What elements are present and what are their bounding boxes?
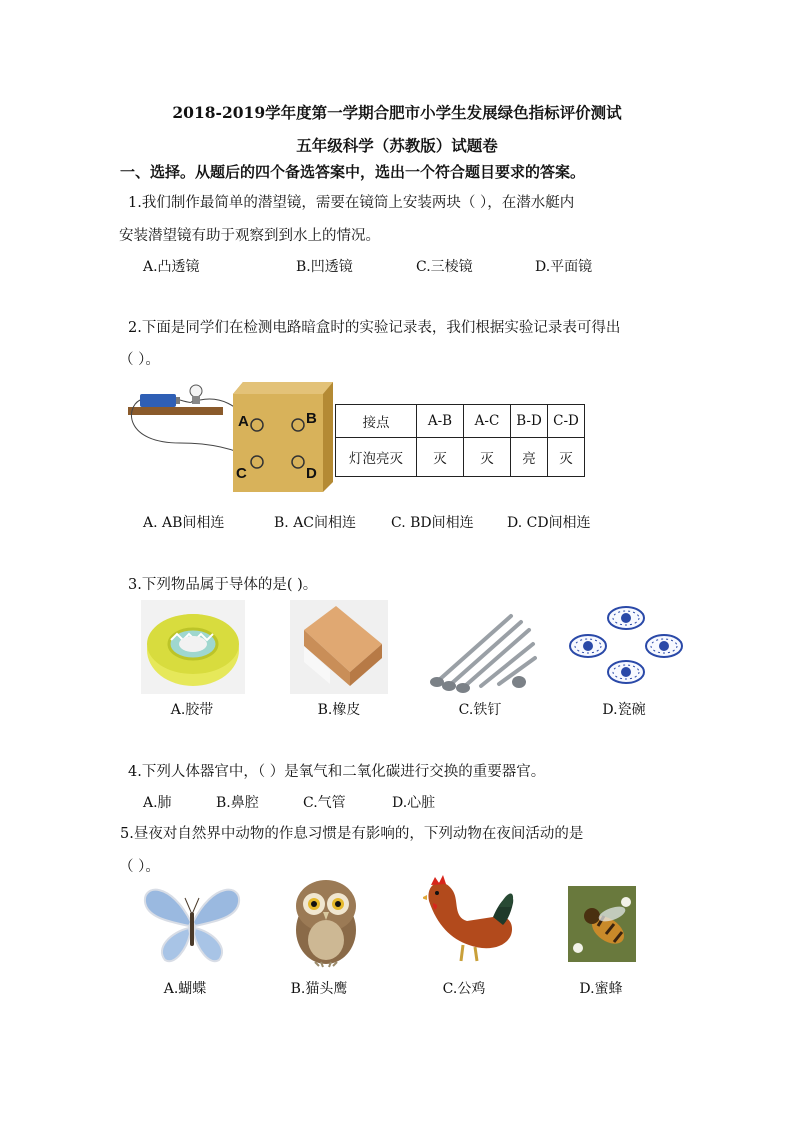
q3-caption-a[interactable]: A.胶带	[170, 702, 214, 718]
q1-text-line1: 1.我们制作最简单的潜望镜，需要在镜筒上安装两块（ ），在潜水艇内	[128, 195, 575, 211]
q5-caption-c[interactable]: C.公鸡	[442, 981, 486, 997]
q4-option-b[interactable]: B.鼻腔	[216, 795, 259, 811]
q5-caption-d[interactable]: D.蜜蜂	[579, 981, 623, 997]
q5-text-line1: 5.昼夜对自然界中动物的作息习惯是有影响的，下列动物在夜间活动的是	[120, 826, 584, 842]
circuit-box-diagram	[120, 378, 335, 496]
q3-caption-c[interactable]: C.铁钉	[458, 702, 502, 718]
box-label-c: C	[236, 465, 247, 482]
q2-option-c[interactable]: C. BD间相连	[391, 515, 474, 531]
q4-option-d[interactable]: D.心脏	[392, 795, 436, 811]
q2-text-line2: （ ）。	[119, 352, 160, 368]
tape-icon[interactable]	[141, 600, 245, 694]
table-header-cell: C-D	[548, 405, 585, 438]
q3-text-line1: 3.下列物品属于导体的是( )。	[128, 577, 318, 593]
q5-text-line2: （ ）。	[119, 859, 160, 875]
exam-title: 2018-2019学年度第一学期合肥市小学生发展绿色指标评价测试	[172, 103, 622, 122]
q4-option-a[interactable]: A.肺	[143, 795, 172, 811]
box-label-b: B	[306, 410, 317, 427]
experiment-record-table	[335, 404, 585, 477]
table-cell: 亮	[511, 438, 548, 477]
q3-caption-d[interactable]: D.瓷碗	[602, 702, 646, 718]
q1-option-c[interactable]: C.三棱镜	[416, 259, 473, 275]
wooden-board-icon	[128, 407, 223, 415]
table-cell: 灯泡亮灭	[336, 438, 417, 477]
q2-option-a[interactable]: A. AB间相连	[143, 515, 225, 531]
q1-text-line2: 安装潜望镜有助于观察到到水上的情况。	[119, 228, 380, 244]
nails-icon[interactable]	[425, 600, 537, 694]
table-row	[336, 438, 585, 477]
q4-text-line1: 4.下列人体器官中，（ ）是氧气和二氧化碳进行交换的重要器官。	[128, 764, 546, 780]
table-header-cell: 接点	[336, 405, 417, 438]
q4-option-c[interactable]: C.气管	[303, 795, 346, 811]
q2-text-line1: 2.下面是同学们在检测电路暗盒时的实验记录表，我们根据实验记录表可得出	[128, 320, 621, 336]
table-cell: 灭	[464, 438, 511, 477]
bulb-icon	[190, 385, 202, 397]
box-label-d: D	[306, 465, 317, 482]
q1-option-a[interactable]: A.凸透镜	[143, 259, 200, 275]
eraser-icon[interactable]	[290, 600, 388, 694]
battery-icon	[140, 394, 176, 407]
butterfly-icon[interactable]	[141, 882, 243, 966]
bee-icon[interactable]	[568, 886, 636, 962]
q1-option-b[interactable]: B.凹透镜	[296, 259, 353, 275]
q2-option-d[interactable]: D. CD间相连	[507, 515, 591, 531]
q2-option-b[interactable]: B. AC间相连	[274, 515, 357, 531]
table-header-cell: A-B	[417, 405, 464, 438]
rooster-icon[interactable]	[423, 873, 517, 963]
q5-caption-a[interactable]: A.蝴蝶	[163, 981, 207, 997]
table-header-cell: A-C	[464, 405, 511, 438]
owl-icon[interactable]	[285, 872, 367, 968]
box-label-a: A	[238, 413, 249, 430]
exam-subtitle: 五年级科学（苏教版）试题卷	[296, 136, 498, 155]
table-cell: 灭	[417, 438, 464, 477]
table-cell: 灭	[548, 438, 585, 477]
q3-caption-b[interactable]: B.橡皮	[317, 702, 361, 718]
table-row	[336, 405, 585, 438]
q5-caption-b[interactable]: B.猫头鹰	[290, 981, 348, 997]
q1-option-d[interactable]: D.平面镜	[535, 259, 593, 275]
porcelain-bowls-icon[interactable]	[566, 600, 688, 692]
section-heading: 一、选择。从题后的四个备选答案中，选出一个符合题目要求的答案。	[120, 163, 586, 181]
table-header-cell: B-D	[511, 405, 548, 438]
